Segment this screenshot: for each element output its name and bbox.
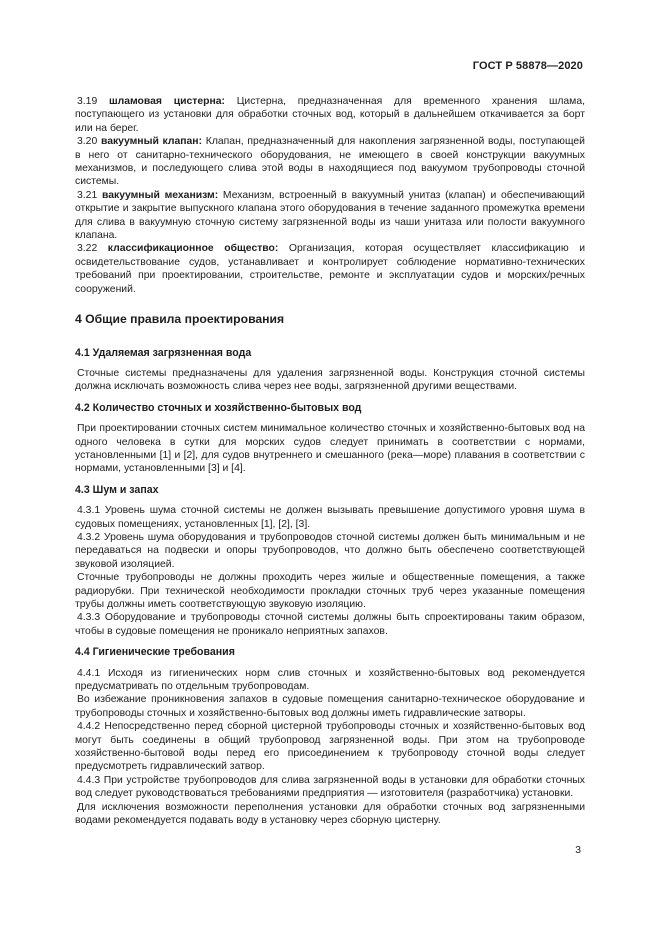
definition-text: Цистерна, предназначенная для временного хранения шлама, поступающего из установки для обработки сточных вод, который в дальнейшем откачивается за борт или на берег. — [75, 96, 585, 134]
definition-term: классификационное общество: — [107, 243, 279, 255]
page-body — [75, 95, 585, 828]
definition-term: шламовая цистерна: — [108, 96, 226, 107]
paragraph: 4.4.1 Исходя из гигиенических норм слив сточных и хозяйственно-бытовых вод рекомендуется предусматривать по отдельным трубопроводам. — [75, 667, 585, 693]
definition-number: 3.20 — [77, 136, 98, 148]
page-number: 3 — [575, 845, 581, 856]
paragraph: 4.3.3 Оборудование и трубопроводы сточной системы должны быть спроектированы таким образом, чтобы в судовые помещения не проникало неприятных запахов. — [75, 612, 585, 637]
definition-term: вакуумный клапан: — [100, 136, 203, 148]
paragraph: 4.3.1 Уровень шума сточной системы не должен вызывать превышение допустимого уровня шума в судовых помещениях, установленных [1], [2], [3]. — [75, 505, 585, 530]
definition-term: вакуумный механизм: — [101, 189, 219, 201]
paragraph: 4.3.2 Уровень шума оборудования и трубопроводов сточной системы должен быть минимальным и не передаваться на подвески и опоры трубопроводов, что должно быть обеспечено соответствующей звуковой изоляцией. — [75, 531, 585, 570]
definition-3-19 — [75, 95, 585, 135]
paragraph: Для исключения возможности переполнения установки для обработки сточных вод загрязненными водами рекомендуется подавать воду в установку через сборную цистерну. — [75, 801, 585, 827]
paragraph: Сточные трубопроводы не должны проходить через жилые и общественные помещения, а также радиорубки. При технической необходимости прокладки сточных труб через указанные помещения трубы должны иметь соответствующую звуковую изоляцию. — [75, 572, 585, 610]
definition-number: 3.19 — [77, 96, 98, 107]
paragraph: При проектировании сточных систем минимальное количество сточных и хозяйственно-бытовых вод на одного человека в сутки для морских судов следует принимать в соответствии с нормами, установленными [1] и [2], для судов внутреннего и смешанного (река—море) плавания в соответствии с нормами, установленными [3] и [4]. — [75, 423, 585, 475]
definition-3-22 — [75, 242, 585, 296]
definition-3-21 — [75, 189, 585, 243]
definition-text: Механизм, встроенный в вакуумный унитаз (клапан) и обеспечивающий открытие и закрытие выпускного клапана этого оборудования в течение заданного промежутка времени для слива в вакуумную сточную систему загрязненной воды из чаши унитаза или полости вакуумного клапана. — [75, 189, 585, 242]
definition-number: 3.22 — [77, 243, 98, 255]
subsection-title-4-2: 4.2 Количество сточных и хозяйственно-бытовых вод — [75, 401, 362, 414]
paragraph: Сточные системы предназначены для удаления загрязненной воды. Конструкция сточной системы должна исключать возможность слива через нее воды, загрязненной другими веществами. — [75, 367, 585, 393]
paragraph: 4.4.2 Непосредственно перед сборной цистерной трубопроводы сточных и хозяйственно-бытовых вод могут быть соединены в общий трубопровод загрязненной воды. При этом на трубопроводе хозяйственно-бытовой воды перед его присоединением к трубопроводу сточной воды следует предусмотреть гидравлический затвор. — [75, 721, 585, 773]
definition-3-20 — [75, 135, 585, 189]
paragraph: Во избежание проникновения запахов в судовые помещения санитарно-техническое оборудование и трубопроводы сточных и хозяйственно-бытовых вод должны иметь гидравлические затворы. — [75, 694, 585, 719]
subsection-title-4-4: 4.4 Гигиенические требования — [75, 646, 235, 659]
paragraph: 4.4.3 При устройстве трубопроводов для слива загрязненной воды в установки для обработки сточных вод следует руководствоваться требованиями предприятия — изготовителя (разработчика) установки. — [75, 774, 585, 800]
definition-number: 3.21 — [77, 189, 98, 201]
subsection-title-4-3: 4.3 Шум и запах — [75, 483, 159, 496]
definition-text: Организация, которая осуществляет классификацию и освидетельствование судов, устанавливает и контролирует соблюдение нормативно-технических требований при проектировании, строительстве, ремонте и эксплуатации судов и морских/речных сооружений. — [75, 243, 585, 295]
definition-text: Клапан, предназначенный для накопления загрязненной воды, поступающей в него от санитарно-технического оборудования, не имеющего в своей конструкции вакуумных механизмов, и последующего слива этой воды в находящиеся под вакуумом трубопроводы сточной системы. — [75, 136, 585, 188]
section-title: 4 Общие правила проектирования — [75, 312, 285, 327]
subsection-title-4-1: 4.1 Удаляемая загрязненная вода — [75, 346, 252, 359]
standard-designation: ГОСТ Р 58878—2020 — [472, 60, 583, 72]
